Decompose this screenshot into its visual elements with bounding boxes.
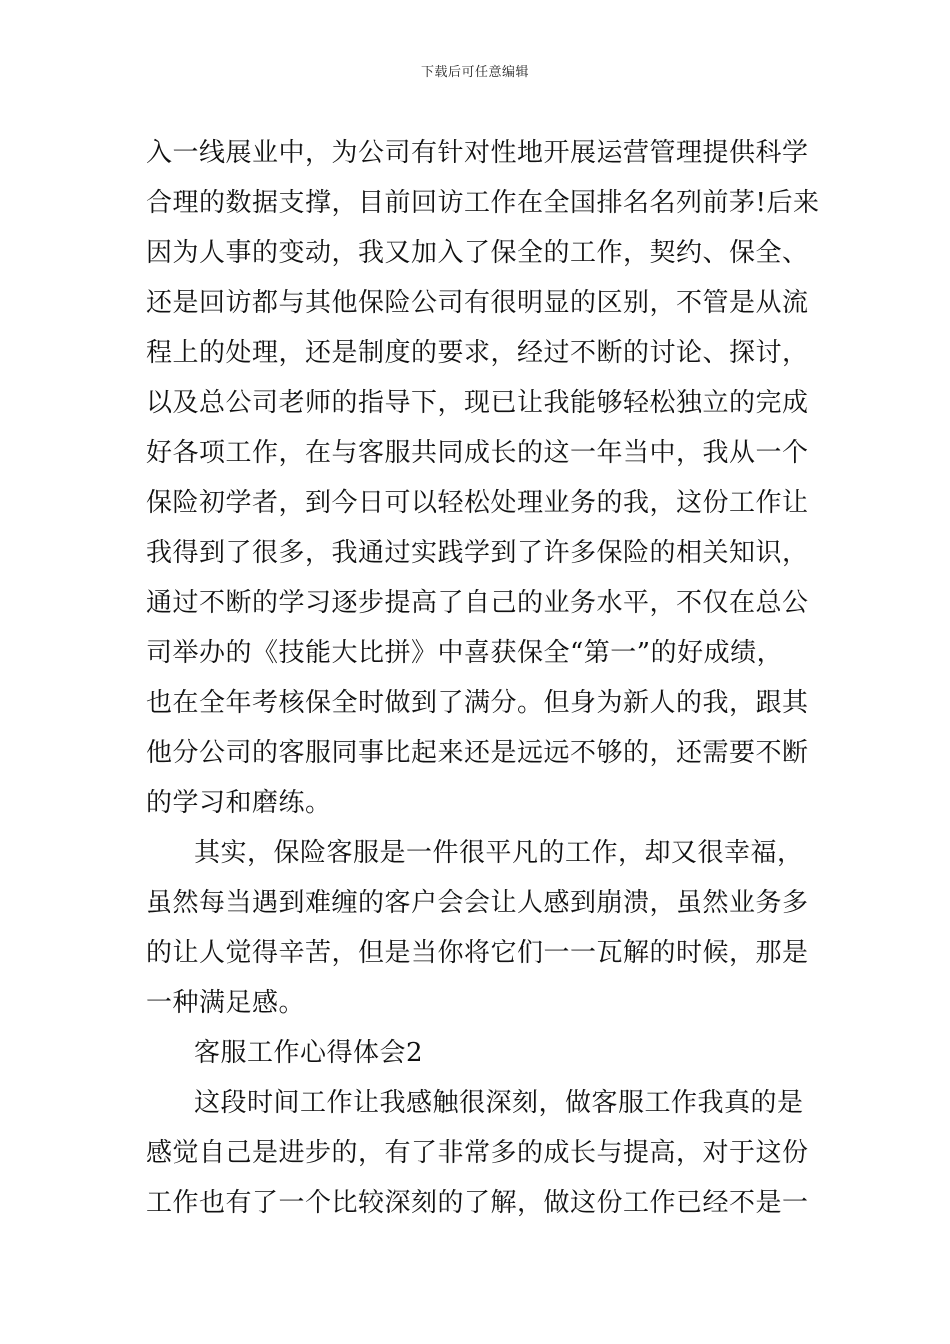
text-line: 以及总公司老师的指导下，现已让我能够轻松独立的完成 <box>146 388 809 418</box>
paragraph-1 <box>146 128 820 828</box>
text-line: 还是回访都与其他保险公司有很明显的区别，不管是从流 <box>146 288 809 318</box>
text-line: 的学习和磨练。 <box>146 788 332 818</box>
text-line: 一种满足感。 <box>146 988 306 1018</box>
paragraph-2 <box>146 828 808 1028</box>
header-note: 下载后可任意编辑 <box>420 65 529 80</box>
text-line: 的让人觉得辛苦，但是当你将它们一一瓦解的时候，那是 <box>146 938 809 968</box>
section-heading: 客服工作心得体会2 <box>194 1038 424 1068</box>
text-line: 好各项工作，在与客服共同成长的这一年当中，我从一个 <box>146 438 809 468</box>
section-heading-block <box>146 1028 808 1078</box>
text-line: 司举办的《技能大比拼》中喜获保全“第一”的好成绩， <box>146 638 784 668</box>
text-line: 程上的处理，还是制度的要求，经过不断的讨论、探讨， <box>146 338 809 368</box>
text-line: 合理的数据支撑，目前回访工作在全国排名名列前茅!后来 <box>146 188 820 218</box>
text-line: 因为人事的变动，我又加入了保全的工作，契约、保全、 <box>146 238 809 268</box>
text-line: 通过不断的学习逐步提高了自己的业务水平，不仅在总公 <box>146 588 809 618</box>
text-line: 工作也有了一个比较深刻的了解，做这份工作已经不是一 <box>146 1188 809 1218</box>
text-line: 这段时间工作让我感触很深刻，做客服工作我真的是 <box>194 1088 804 1118</box>
text-line: 入一线展业中，为公司有针对性地开展运营管理提供科学 <box>146 138 809 168</box>
text-line: 虽然每当遇到难缠的客户会会让人感到崩溃，虽然业务多 <box>146 888 809 918</box>
document-body <box>146 128 820 1228</box>
text-line: 感觉自己是进步的，有了非常多的成长与提高，对于这份 <box>146 1138 809 1168</box>
text-line: 其实，保险客服是一件很平凡的工作，却又很幸福， <box>194 838 804 868</box>
paragraph-3 <box>146 1078 808 1228</box>
text-line: 保险初学者，到今日可以轻松处理业务的我，这份工作让 <box>146 488 809 518</box>
text-line: 我得到了很多，我通过实践学到了许多保险的相关知识， <box>146 538 809 568</box>
text-line: 他分公司的客服同事比起来还是远远不够的，还需要不断 <box>146 738 809 768</box>
text-line: 也在全年考核保全时做到了满分。但身为新人的我，跟其 <box>146 688 809 718</box>
